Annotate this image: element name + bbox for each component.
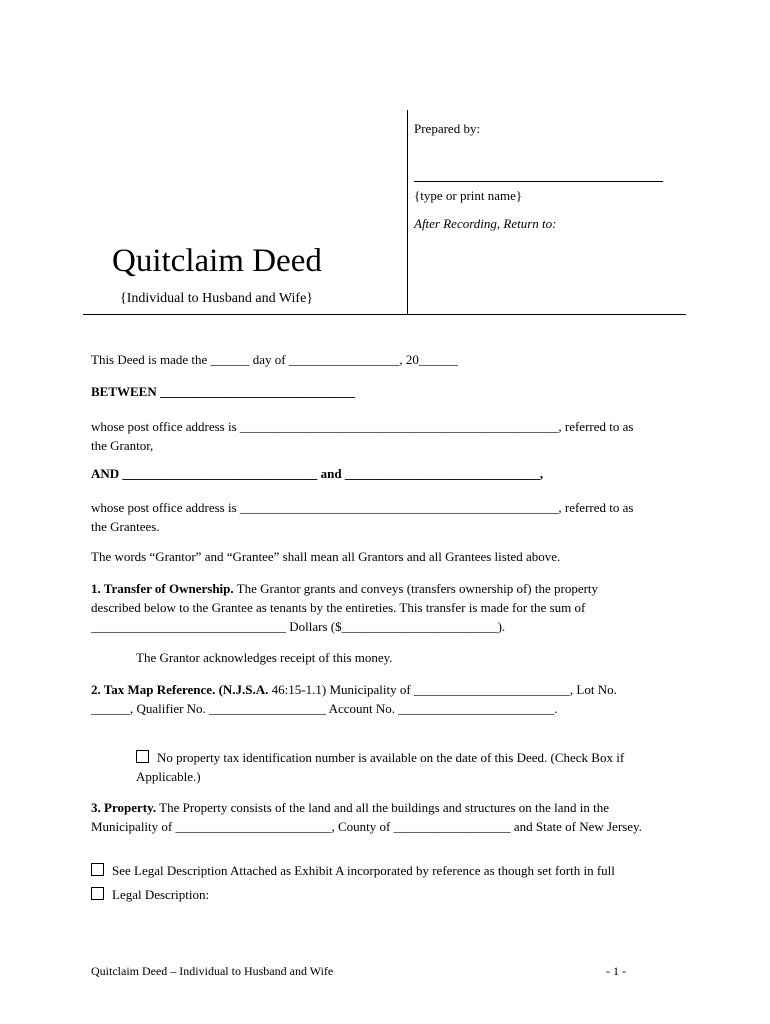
between-blank[interactable]: ______________________________ xyxy=(160,384,355,399)
between-label: BETWEEN xyxy=(91,384,157,399)
no-tax-id-label-2: Applicable.) xyxy=(136,769,201,784)
grantees-address-line-2: the Grantees. xyxy=(91,519,160,534)
no-tax-id-checkbox[interactable] xyxy=(136,750,149,763)
section-2-line-1[interactable] xyxy=(91,680,671,699)
header-divider-horizontal xyxy=(83,314,686,315)
section-1-acknowledgment: The Grantor acknowledges receipt of this money. xyxy=(136,650,393,665)
section-3-heading: 3. Property. xyxy=(91,800,157,815)
grantees-address-paragraph[interactable] xyxy=(91,498,671,536)
section-1-text-1: The Grantor grants and conveys (transfers ownership of) the property xyxy=(233,581,599,596)
legal-description-checkbox[interactable] xyxy=(91,887,104,900)
section-1-heading: 1. Transfer of Ownership. xyxy=(91,581,234,596)
grantor-address-paragraph[interactable] xyxy=(91,417,671,455)
section-3-text-1: The Property consists of the land and all the buildings and structures on the land in the xyxy=(156,800,609,815)
header-divider-vertical xyxy=(407,110,408,314)
and-mid-label: and xyxy=(320,466,342,481)
prepared-by-signature-line[interactable] xyxy=(414,181,663,182)
section-1-line-1 xyxy=(91,579,671,598)
section-1-paragraph xyxy=(91,579,671,636)
exhibit-checkbox-row[interactable] xyxy=(91,863,615,879)
section-2-paragraph[interactable] xyxy=(91,680,671,718)
prepared-by-label: Prepared by: xyxy=(414,121,481,136)
footer-page-number: - 1 - xyxy=(606,964,626,978)
between-line[interactable] xyxy=(91,384,355,400)
legal-description-label: Legal Description: xyxy=(112,887,210,902)
section-2-line-2[interactable]: ______, Qualifier No. __________________ Account No. ________________________. xyxy=(91,701,558,716)
words-definition: The words “Grantor” and “Grantee” shall mean all Grantors and all Grantees listed above. xyxy=(91,549,561,564)
legal-description-checkbox-row[interactable] xyxy=(91,887,209,903)
section-3-paragraph[interactable] xyxy=(91,798,671,836)
section-3-line-2[interactable]: Municipality of ________________________, County of __________________ and State of New Jersey. xyxy=(91,819,642,834)
section-1-line-3[interactable]: ______________________________ Dollars ($________________________). xyxy=(91,619,506,634)
page-subtitle: {Individual to Husband and Wife} xyxy=(120,291,314,306)
section-3-line-1 xyxy=(91,798,671,817)
grantee-1-blank[interactable]: ______________________________ xyxy=(122,466,318,481)
after-recording-label: After Recording, Return to: xyxy=(414,216,557,231)
grantor-address-line-2: the Grantor, xyxy=(91,438,154,453)
no-tax-id-checkbox-row[interactable] xyxy=(136,748,676,786)
exhibit-checkbox-label: See Legal Description Attached as Exhibit A incorporated by reference as though set forth in full xyxy=(112,863,615,878)
footer-title: Quitclaim Deed – Individual to Husband and Wife xyxy=(91,964,334,978)
section-2-heading: 2. Tax Map Reference. (N.J.S.A. xyxy=(91,682,269,697)
grantees-address-line-1[interactable]: whose post office address is _________________________________________________, referred to as xyxy=(91,500,634,515)
and-label: AND xyxy=(91,466,120,481)
grantor-address-line-1[interactable]: whose post office address is _________________________________________________, referred to as xyxy=(91,419,634,434)
and-line[interactable] xyxy=(91,466,543,482)
grantee-2-blank[interactable]: ______________________________ xyxy=(344,466,540,481)
no-tax-id-label-1: No property tax identification number is available on the date of this Deed. (Check Box if xyxy=(157,750,625,765)
page-title: Quitclaim Deed xyxy=(112,243,322,279)
type-or-print-label: {type or print name} xyxy=(414,188,523,203)
deed-made-line[interactable]: This Deed is made the ______ day of _________________, 20______ xyxy=(91,352,458,367)
section-1-line-2: described below to the Grantee as tenants by the entireties. This transfer is made for the sum of xyxy=(91,600,586,615)
section-2-text-1[interactable]: 46:15-1.1) Municipality of ________________________, Lot No. xyxy=(268,682,617,697)
exhibit-checkbox[interactable] xyxy=(91,863,104,876)
and-comma: , xyxy=(539,466,544,481)
